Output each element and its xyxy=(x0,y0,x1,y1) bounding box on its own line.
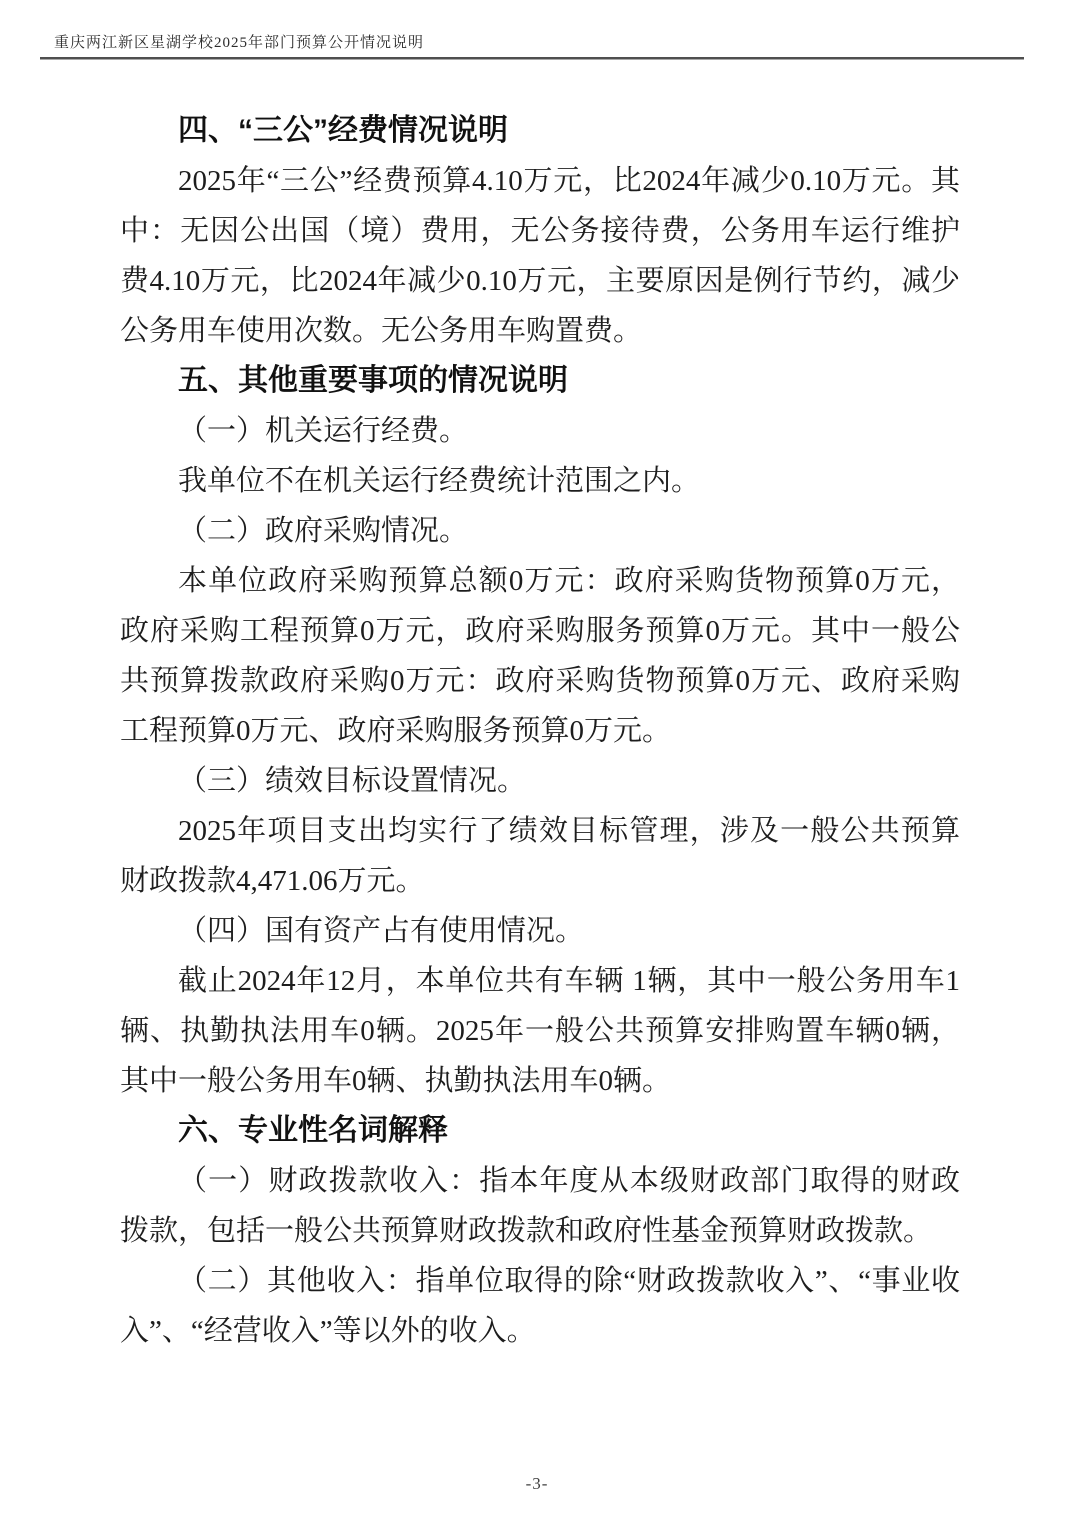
terminology-item-other-income xyxy=(120,1256,960,1356)
terminology-term-other-income: （二）其他收入： xyxy=(178,1265,416,1297)
agency-operating-costs-paragraph: 我单位不在机关运行经费统计范围之内。 xyxy=(178,465,701,497)
performance-targets-paragraph: 2025年项目支出均实行了绩效目标管理，涉及一般公共预算财政拨款4,471.06万元。 xyxy=(120,815,960,897)
subsection-heading-agency-operating-costs: （一）机关运行经费。 xyxy=(178,415,469,447)
terminology-definition-fiscal-appropriation: 指本年度从本级财政部门取得的财政拨款，包括一般公共预算财政拨款和政府性基金预算财政拨款。 xyxy=(120,1165,960,1247)
terminology-definition-other-income: 指单位取得的除“财政拨款收入”、“事业收入”、“经营收入”等以外的收入。 xyxy=(120,1265,960,1347)
terminology-term-fiscal-appropriation: （一）财政拨款收入： xyxy=(178,1165,480,1197)
terminology-item-fiscal-appropriation xyxy=(120,1156,960,1256)
subsection-heading-state-assets: （四）国有资产占有使用情况。 xyxy=(178,915,585,947)
state-assets-paragraph: 截止2024年12月，本单位共有车辆 1辆，其中一般公务用车1辆、执勤执法用车0辆。2025年一般公共预算安排购置车辆0辆，其中一般公务用车0辆、执勤执法用车0辆。 xyxy=(120,965,960,1097)
subsection-heading-performance-targets: （三）绩效目标设置情况。 xyxy=(178,765,527,797)
section-heading-terminology: 六、专业性名词解释 xyxy=(178,1114,448,1147)
header-title: 重庆两江新区星湖学校2025年部门预算公开情况说明 xyxy=(54,35,425,51)
section-heading-three-public-funds: 四、“三公”经费情况说明 xyxy=(178,114,508,147)
header-rule xyxy=(40,57,1024,60)
section-heading-other-important-matters: 五、其他重要事项的情况说明 xyxy=(178,364,568,397)
government-procurement-paragraph: 本单位政府采购预算总额0万元：政府采购货物预算0万元，政府采购工程预算0万元，政府采购服务预算0万元。其中一般公共预算拨款政府采购0万元：政府采购货物预算0万元、政府采购工程预算0万元、政府采购服务预算0万元。 xyxy=(120,565,960,747)
page-footer xyxy=(0,1474,1074,1494)
three-public-funds-paragraph: 2025年“三公”经费预算4.10万元，比2024年减少0.10万元。其中：无因公出国（境）费用，无公务接待费，公务用车运行维护费4.10万元，比2024年减少0.10万元，主要原因是例行节约，减少公务用车使用次数。无公务用车购置费。 xyxy=(120,165,960,347)
document-body xyxy=(120,106,960,1356)
page-number: -3- xyxy=(525,1474,549,1493)
subsection-heading-government-procurement: （二）政府采购情况。 xyxy=(178,515,469,547)
page-header xyxy=(40,31,1024,60)
